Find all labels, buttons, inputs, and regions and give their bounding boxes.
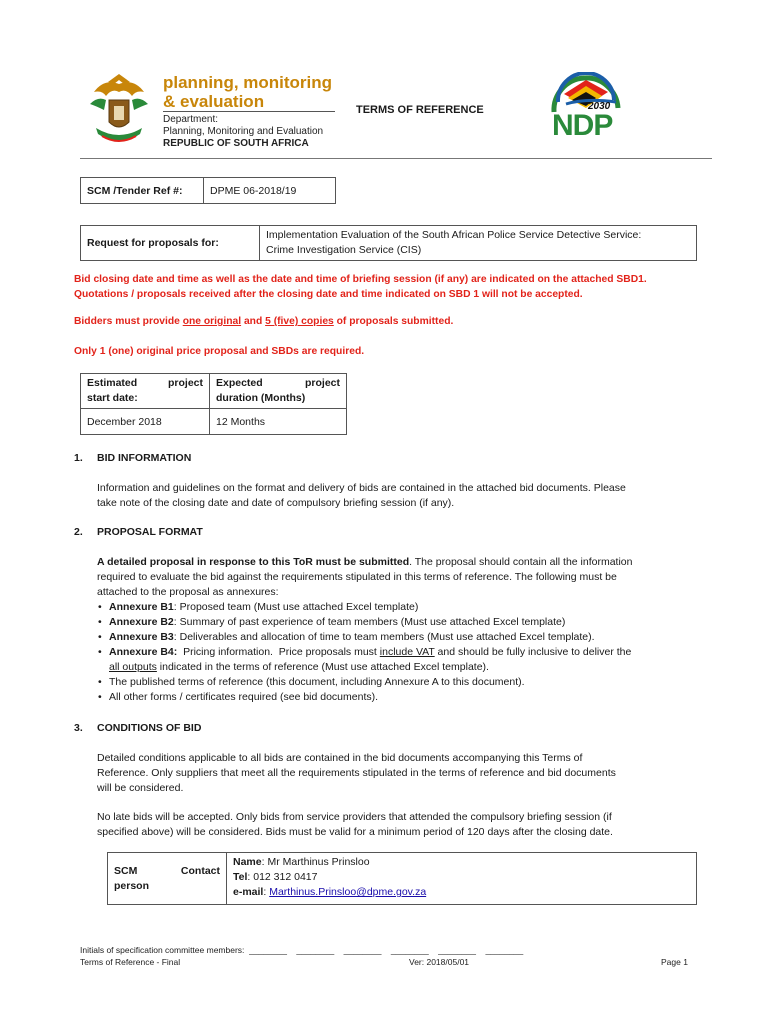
annexure-b3	[109, 630, 707, 645]
request-value-line2: Crime Investigation Service (CIS)	[266, 244, 422, 256]
logo-rule	[163, 111, 335, 112]
dept-name: Planning, Monitoring and Evaluation	[163, 126, 324, 137]
annexure-b4-outputs: all outputs	[109, 661, 157, 673]
annexure-b2-text: : Summary of past experience of team members (Must use attached Excel template)	[173, 616, 566, 628]
schedule-start: December 2018	[81, 409, 210, 435]
contact-label-c: person	[114, 879, 150, 892]
section-3-p2-line2: specified above) will be considered. Bids must be valid for a minimum period of 120 days after the closing date.	[97, 826, 613, 838]
request-value-line1: Implementation Evaluation of the South African Police Service Detective Service:	[266, 229, 642, 241]
footer-page-number: Page 1	[661, 957, 688, 967]
section-2-line3: attached to the proposal as annexures:	[97, 586, 279, 598]
notice-price: Only 1 (one) original price proposal and SBDs are required.	[74, 346, 365, 357]
header-divider	[80, 158, 712, 159]
notice-copies	[74, 316, 453, 327]
annexure-list	[97, 600, 707, 705]
tender-ref-table	[80, 177, 336, 204]
tender-ref-value: DPME 06-2018/19	[204, 178, 336, 204]
notice-copies-mid: and	[241, 316, 266, 327]
section-3-p1-line1: Detailed conditions applicable to all bids are contained in the bid documents accompanying this Terms of	[97, 752, 583, 764]
notice-late-bids: Quotations / proposals received after the closing date and time indicated on SBD 1 will not be accepted.	[74, 289, 583, 300]
dept-label: Department:	[163, 114, 219, 125]
org-name-line1: planning, monitoring	[163, 73, 333, 92]
contact-tel	[233, 870, 690, 885]
ndp-year: 2030	[588, 101, 611, 112]
contact-table	[107, 852, 697, 905]
section-1-line1: Information and guidelines on the format and delivery of bids are contained in the attached bid documents. Please	[97, 482, 626, 494]
tender-ref-label: SCM /Tender Ref #:	[81, 178, 204, 204]
ndp-wordmark: NDP	[552, 109, 613, 142]
schedule-h2-b: project	[304, 377, 340, 389]
annexure-forms: • All other forms / certificates required (see bid documents).	[109, 690, 707, 705]
section-3-p2-line1: No late bids will be accepted. Only bids from service providers that attended the compulsory briefing session (if	[97, 811, 612, 823]
annexure-b1-key: Annexure B1	[109, 601, 174, 613]
annexure-b3-key: Annexure B3	[109, 631, 174, 643]
annexure-b4	[109, 645, 707, 675]
annexure-b4-text3: indicated in the terms of reference (Must use attached Excel template).	[156, 661, 489, 673]
schedule-h1-c: start date:	[87, 392, 138, 404]
section-2-title: PROPOSAL FORMAT	[97, 526, 203, 538]
footer-version: Ver: 2018/05/01	[409, 957, 470, 967]
annexure-b4-text1: Pricing information. Price proposals must	[177, 646, 380, 658]
section-2-lead-rest: . The proposal should contain all the information	[409, 556, 633, 568]
section-3-p1-line2: Reference. Only suppliers that meet all the requirements stipulated in the terms of reference and bid documents	[97, 767, 616, 779]
contact-label-b: Contact	[180, 864, 220, 877]
org-name-line2: & evaluation	[163, 92, 265, 111]
annexure-tor: • The published terms of reference (this document, including Annexure A to this document).	[109, 675, 707, 690]
request-label: Request for proposals for:	[81, 226, 260, 261]
schedule-h1-a: Estimated	[87, 377, 138, 389]
contact-name	[233, 855, 690, 870]
contact-email-key: e-mail	[233, 886, 264, 898]
doc-title: TERMS OF REFERENCE	[356, 104, 484, 116]
contact-email	[233, 885, 690, 900]
annexure-b4-text2: and should be fully inclusive to deliver the	[434, 646, 632, 658]
contact-email-link[interactable]: Marthinus.Prinsloo@dpme.gov.za	[269, 886, 427, 898]
annexure-b4-key: Annexure B4:	[109, 646, 178, 658]
annexure-b2-key: Annexure B2	[109, 616, 174, 628]
schedule-table	[80, 373, 347, 435]
schedule-h2-c: duration (Months)	[216, 392, 306, 404]
footer-doc-label: Terms of Reference - Final	[80, 957, 181, 967]
contact-email-sep: :	[263, 886, 270, 898]
notice-copies-count: 5 (five) copies	[265, 316, 334, 327]
schedule-h2-a: Expected	[216, 377, 263, 389]
section-2-line2: required to evaluate the bid against the requirements stipulated in this terms of reference. The following must be	[97, 571, 617, 583]
section-3-number: 3.	[74, 722, 83, 734]
notice-copies-pre: Bidders must provide	[74, 316, 183, 327]
notice-copies-post: of proposals submitted.	[333, 316, 454, 327]
annexure-b1-text: : Proposed team (Must use attached Excel template)	[173, 601, 419, 613]
section-1-number: 1.	[74, 452, 83, 464]
section-2-lead-bold: A detailed proposal in response to this ToR must be submitted	[97, 556, 410, 568]
contact-tel-key: Tel	[233, 871, 248, 883]
footer-initials: Initials of specification committee members: ________ ________ ________ ________ ________ ________	[80, 945, 524, 955]
schedule-duration: 12 Months	[210, 409, 347, 435]
contact-label-a: SCM	[114, 864, 138, 877]
section-2-lead	[97, 555, 707, 570]
notice-closing-date: Bid closing date and time as well as the date and time of briefing session (if any) are indicated on the attached SBD1.	[74, 274, 647, 285]
section-2-number: 2.	[74, 526, 83, 538]
section-3-p1-line3: will be considered.	[97, 782, 184, 794]
notice-copies-original: one original	[182, 316, 242, 327]
dept-country: REPUBLIC OF SOUTH AFRICA	[163, 138, 309, 149]
annexure-b2	[109, 615, 707, 630]
contact-name-value: : Mr Marthinus Prinsloo	[261, 856, 370, 868]
section-1-title: BID INFORMATION	[97, 452, 192, 464]
annexure-b3-text: : Deliverables and allocation of time to team members (Must use attached Excel template).	[173, 631, 595, 643]
section-3-title: CONDITIONS OF BID	[97, 722, 202, 734]
contact-tel-value: : 012 312 0417	[247, 871, 318, 883]
schedule-h1-b: project	[167, 377, 203, 389]
request-table	[80, 225, 697, 261]
section-1-line2: take note of the closing date and date of compulsory briefing session (if any).	[97, 497, 455, 509]
annexure-b1	[109, 600, 707, 615]
coat-of-arms-logo	[84, 70, 154, 150]
annexure-b4-vat: include VAT	[379, 646, 435, 658]
contact-name-key: Name	[233, 856, 262, 868]
